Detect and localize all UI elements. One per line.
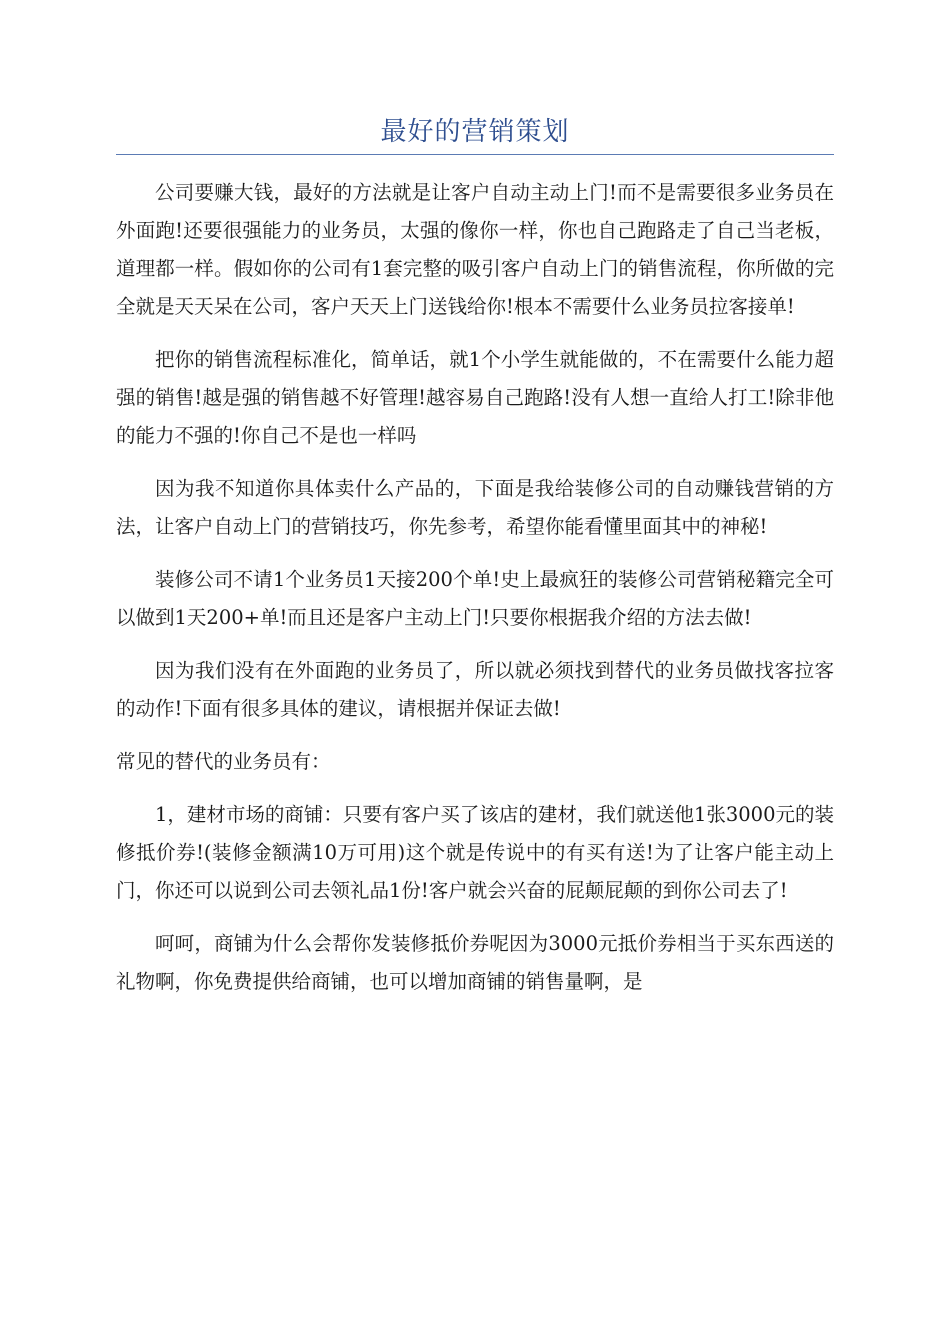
title-underline [116, 154, 834, 155]
paragraph: 把你的销售流程标准化，简单话，就1个小学生就能做的，不在需要什么能力超强的销售!越是强的销售越不好管理!越容易自己跑路!没有人想一直给人打工!除非他的能力不强的!你自己不是也一样吗 [116, 348, 834, 447]
paragraph: 公司要赚大钱，最好的方法就是让客户自动主动上门!而不是需要很多业务员在外面跑!还要很强能力的业务员，太强的像你一样，你也自己跑路走了自己当老板，道理都一样。假如你的公司有1套完整的吸引客户自动上门的销售流程，你所做的完全就是天天呆在公司，客户天天上门送钱给你!根本不需要什么业务员拉客接单! [116, 181, 834, 318]
section-heading: 常见的替代的业务员有： [116, 750, 331, 773]
paragraph: 因为我们没有在外面跑的业务员了，所以就必须找到替代的业务员做找客拉客的动作!下面有很多具体的建议，请根据并保证去做! [116, 659, 834, 720]
paragraph: 呵呵，商铺为什么会帮你发装修抵价券呢因为3000元抵价券相当于买东西送的礼物啊，你免费提供给商铺，也可以增加商铺的销售量啊，是 [116, 932, 834, 993]
paragraph: 因为我不知道你具体卖什么产品的，下面是我给装修公司的自动赚钱营销的方法，让客户自动上门的营销技巧，你先参考，希望你能看懂里面其中的神秘! [116, 477, 834, 538]
paragraph: 装修公司不请1个业务员1天接200个单!史上最疯狂的装修公司营销秘籍完全可以做到1天200+单!而且还是客户主动上门!只要你根据我介绍的方法去做! [116, 568, 834, 629]
title-block [116, 112, 834, 155]
document-title: 最好的营销策划 [380, 117, 570, 147]
document-body [116, 174, 834, 1016]
list-item: 1，建材市场的商铺：只要有客户买了该店的建材，我们就送他1张3000元的装修抵价券!(装修金额满10万可用)这个就是传说中的有买有送!为了让客户能主动上门，你还可以说到公司去领礼品1份!客户就会兴奋的屁颠屁颠的到你公司去了! [116, 803, 834, 902]
